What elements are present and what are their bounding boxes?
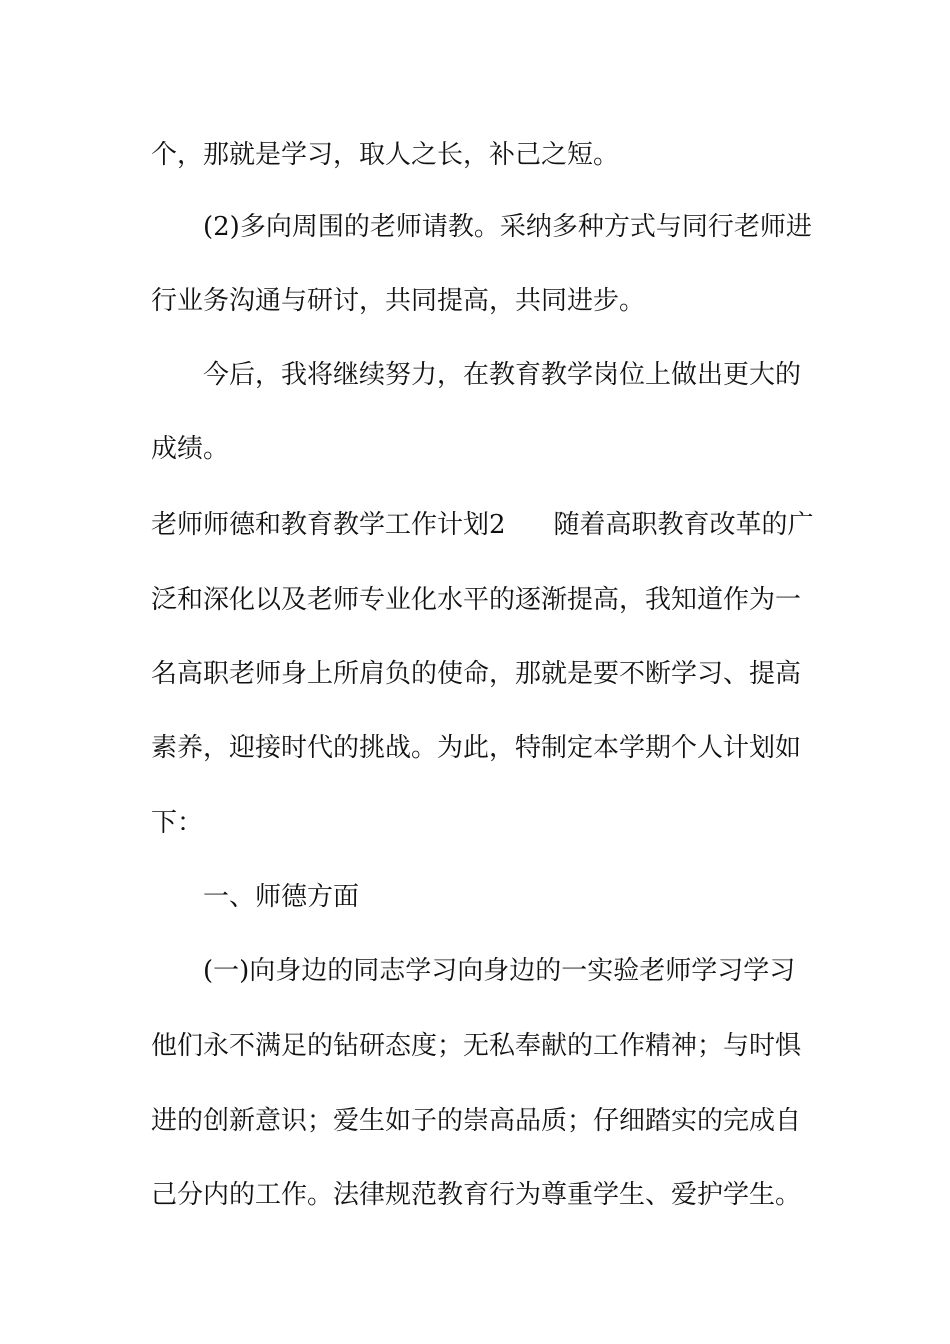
paragraph-line: 进的创新意识；爱生如子的崇高品质；仔细踏实的完成自	[151, 1106, 802, 1136]
section-heading-line	[151, 510, 814, 540]
section-heading: 老师师德和教育教学工作计划2	[151, 510, 506, 540]
paragraph-line: 个，那就是学习，取人之长，补己之短。	[151, 140, 620, 170]
paragraph-line: 下：	[151, 808, 204, 838]
paragraph-line: 今后，我将继续努力，在教育教学岗位上做出更大的	[203, 360, 802, 390]
paragraph-line: 己分内的工作。法律规范教育行为尊重学生、爱护学生。	[151, 1180, 802, 1210]
paragraph-line: 素养，迎接时代的挑战。为此，特制定本学期个人计划如	[151, 733, 802, 763]
paragraph-line: 名高职老师身上所肩负的使命，那就是要不断学习、提高	[151, 659, 802, 689]
paragraph-line: 行业务沟通与研讨，共同提高，共同进步。	[151, 286, 646, 316]
paragraph-line: (2)多向周围的老师请教。采纳多种方式与同行老师进	[203, 212, 812, 242]
paragraph-line: 成绩。	[151, 434, 230, 464]
paragraph-line: (一)向身边的同志学习向身边的一实验老师学习学习	[203, 956, 796, 986]
paragraph-text: 随着高职教育改革的广	[553, 510, 814, 540]
subheading-line: 一、师德方面	[203, 882, 360, 912]
paragraph-line: 泛和深化以及老师专业化水平的逐渐提高，我知道作为一	[151, 585, 802, 615]
paragraph-line: 他们永不满足的钻研态度；无私奉献的工作精神；与时惧	[151, 1031, 802, 1061]
